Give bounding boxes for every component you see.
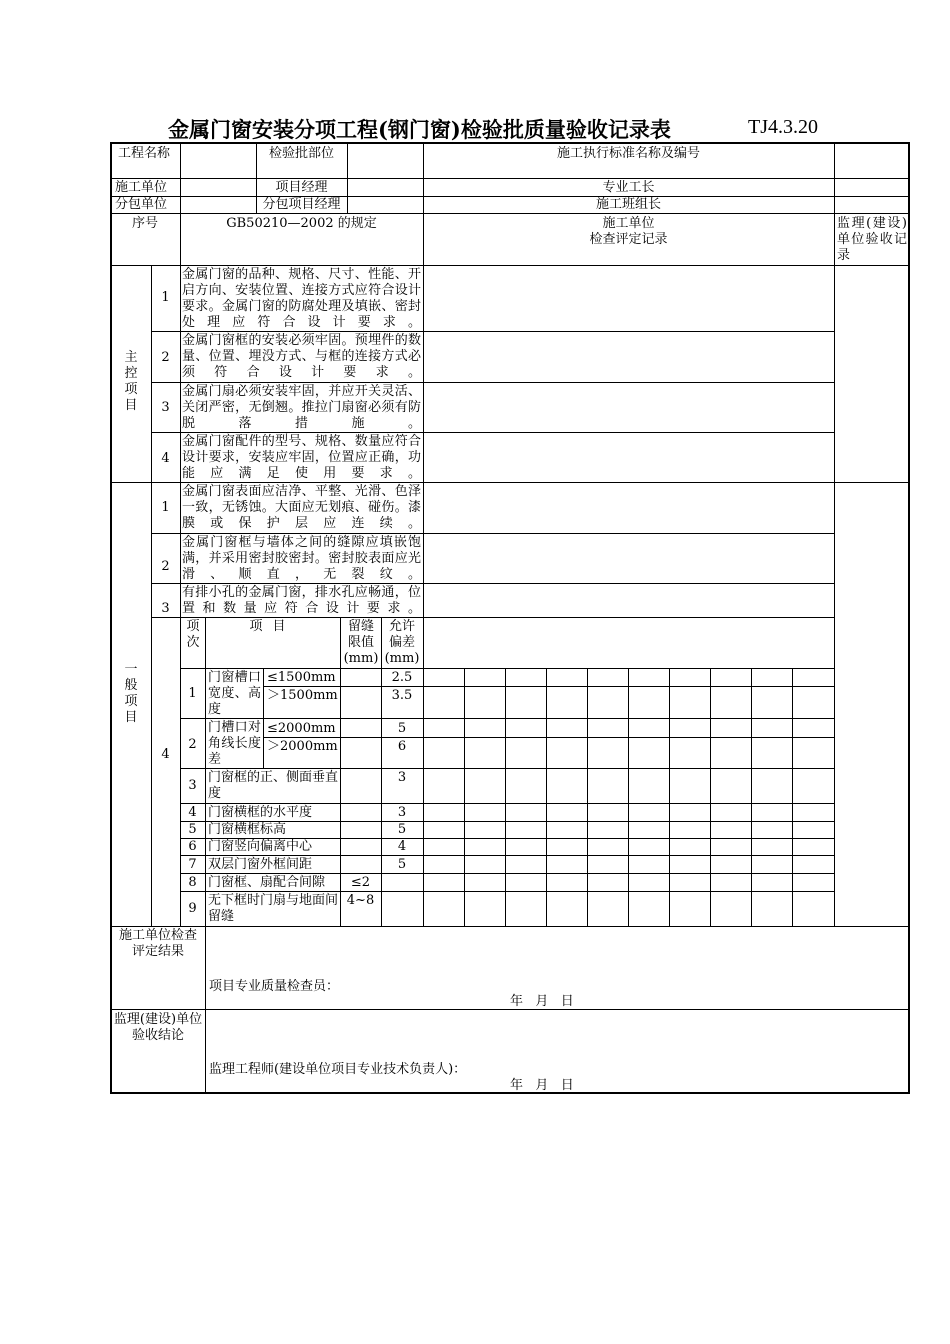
dev-row-tol: 2.5 — [391, 670, 413, 685]
foreman-label: 专业工长 — [602, 180, 655, 195]
dev-row-cond: ≤2000mm — [267, 721, 336, 736]
subcontractor-label: 分包单位 — [115, 197, 168, 212]
contractor-result-label: 施工单位检查评定结果 — [118, 928, 197, 959]
dev-row-name: 无下框时门扇与地面间留缝 — [208, 893, 339, 924]
dev-row-no: 1 — [188, 686, 197, 701]
dev-tol-header: 允许偏差(mm) — [384, 619, 420, 666]
dev-row-gap: 4~8 — [346, 893, 375, 908]
dev-row-name: 门窗框的正、侧面垂直度 — [208, 770, 339, 801]
dev-row-name: 门槽口对角线长度差 — [208, 720, 261, 767]
batch-location-label: 检验批部位 — [268, 146, 334, 161]
general-item-text: 有排小孔的金属门窗，排水孔应畅通，位置和数量应符合设计要求。 — [182, 585, 421, 616]
general-item-no: 2 — [161, 559, 170, 574]
date-line: 年 月 日 — [510, 994, 574, 1009]
dev-row-name: 双层门窗外框间距 — [208, 857, 313, 872]
dev-row-gap: ≤2 — [350, 875, 371, 890]
date-line: 年 月 日 — [510, 1078, 574, 1093]
dev-row-tol: 5 — [397, 721, 407, 736]
form-code: TJ4.3.20 — [748, 116, 818, 138]
dev-row-no: 6 — [188, 839, 197, 854]
spec-header: GB50210—2002 的规定 — [226, 216, 377, 231]
sub-manager-label: 分包项目经理 — [262, 197, 341, 212]
dev-row-tol: 5 — [397, 857, 407, 872]
dev-row-no: 4 — [188, 805, 197, 820]
main-item-no: 4 — [161, 451, 170, 466]
supervisor-record-header: 监理(建设) 单位验收记录 — [837, 216, 907, 263]
main-item-text: 金属门窗框的安装必须牢固。预埋件的数量、位置、埋没方式、与框的连接方式必须符合设计要求。 — [182, 333, 421, 380]
dev-seq-header: 项次 — [186, 619, 200, 650]
dev-row-tol: 5 — [397, 822, 407, 837]
dev-row-no: 8 — [188, 875, 197, 890]
standard-label: 施工执行标准名称及编号 — [556, 146, 700, 161]
general-item-no: 1 — [161, 500, 170, 515]
main-item-text: 金属门扇必须安装牢固，并应开关灵活、关闭严密，无倒翘。推拉门扇窗必须有防脱落措施。 — [182, 384, 421, 431]
dev-row-tol: 3 — [397, 805, 407, 820]
dev-row-name: 门窗框、扇配合间隙 — [208, 875, 326, 890]
project-name-label: 工程名称 — [118, 146, 171, 161]
dev-row-tol: 6 — [397, 739, 407, 754]
general-item-no: 3 — [161, 601, 170, 616]
main-item-text: 金属门窗的品种、规格、尺寸、性能、开启方向、安装位置、连接方式应符合设计要求。金属门窗的防腐处理及填嵌、密封处理应符合设计要求。 — [182, 267, 421, 330]
dev-row-cond: ≤1500mm — [267, 670, 336, 685]
dev-row-name: 门窗竖向偏离中心 — [208, 839, 313, 854]
main-item-no: 1 — [161, 290, 170, 305]
main-item-no: 2 — [161, 350, 170, 365]
page-title: 金属门窗安装分项工程(钢门窗)检验批质量验收记录表 — [168, 117, 671, 142]
team-leader-label: 施工班组长 — [595, 197, 661, 212]
dev-row-cond: ＞1500mm — [267, 688, 338, 703]
dev-row-no: 9 — [188, 901, 197, 916]
dev-row-no: 5 — [188, 822, 197, 837]
general-label: 一般项目 — [124, 662, 138, 725]
main-control-label: 主控项目 — [124, 350, 138, 413]
inspector-signature-label: 项目专业质量检查员： — [209, 979, 340, 994]
dev-row-name: 门窗横框标高 — [208, 822, 287, 837]
dev-row-cond: ＞2000mm — [267, 739, 338, 754]
contractor-record-header-1: 施工单位 — [602, 216, 655, 231]
main-item-text: 金属门窗配件的型号、规格、数量应符合设计要求，安装应牢固，位置应正确，功能应满足使用要求。 — [182, 434, 421, 481]
project-manager-label: 项目经理 — [275, 180, 328, 195]
supervisor-result-label: 监理(建设)单位验收结论 — [113, 1012, 203, 1043]
main-item-no: 3 — [161, 400, 170, 415]
dev-row-tol: 3.5 — [391, 688, 413, 703]
contractor-label: 施工单位 — [115, 180, 168, 195]
dev-gap-header: 留缝限值(mm) — [343, 619, 379, 666]
seq-header: 序号 — [131, 216, 158, 231]
dev-row-tol: 4 — [397, 839, 407, 854]
general-item-text: 金属门窗表面应洁净、平整、光滑、色泽一致，无锈蚀。大面应无划痕、碰伤。漆膜或保护层应连续。 — [182, 484, 421, 531]
dev-row-no: 3 — [188, 778, 197, 793]
contractor-record-header-2: 检查评定记录 — [589, 232, 668, 247]
dev-row-no: 7 — [188, 857, 197, 872]
engineer-signature-label: 监理工程师(建设单位项目专业技术负责人)： — [209, 1062, 467, 1077]
dev-row-name: 门窗槽口宽度、高度 — [208, 670, 261, 717]
dev-item-header: 项目 — [249, 619, 296, 634]
dev-row-name: 门窗横框的水平度 — [208, 805, 313, 820]
general-item-no: 4 — [161, 747, 170, 762]
dev-row-no: 2 — [188, 737, 197, 752]
dev-row-tol: 3 — [397, 770, 407, 785]
general-item-text: 金属门窗框与墙体之间的缝隙应填嵌饱满，并采用密封胶密封。密封胶表面应光滑、顺直，无裂纹。 — [182, 535, 421, 582]
